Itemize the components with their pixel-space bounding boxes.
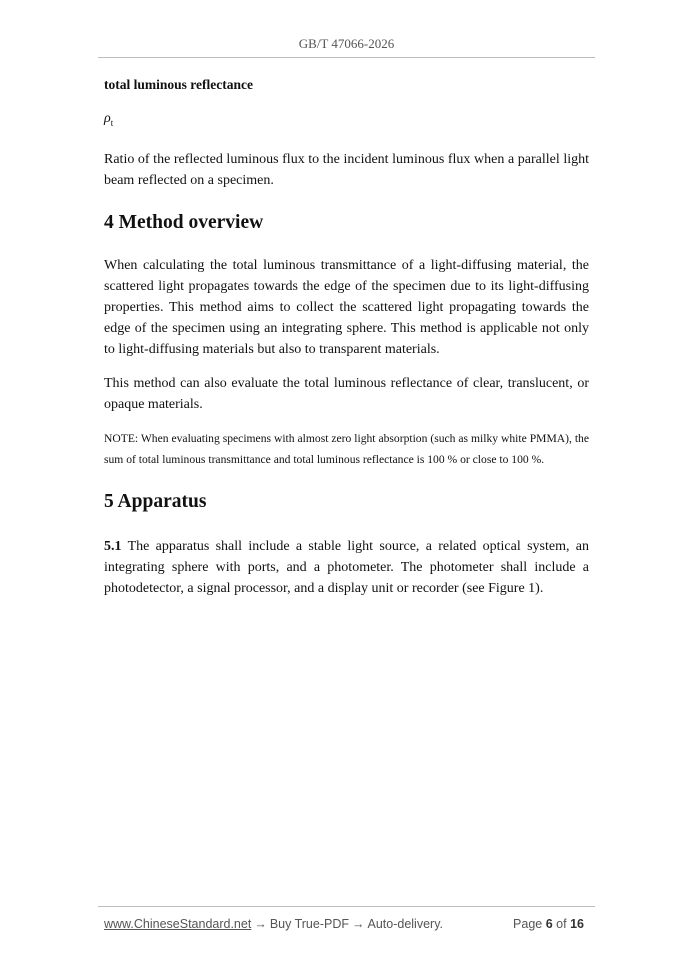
arrow-right-icon: →	[352, 917, 365, 931]
term-symbol-char: ρ	[104, 111, 111, 126]
arrow-right-icon: →	[254, 917, 267, 931]
clause-5-1	[104, 536, 589, 599]
clause-5-1-number: 5.1	[104, 538, 122, 554]
page-of-label: of	[556, 917, 567, 931]
page-indicator	[513, 916, 584, 932]
page-current: 6	[545, 917, 553, 931]
footer-promo	[104, 916, 443, 932]
page-total: 16	[570, 917, 584, 931]
auto-delivery-text: Auto-delivery.	[367, 917, 443, 931]
term-symbol	[104, 110, 589, 132]
section-4-paragraph-2: This method can also evaluate the total luminous reflectance of clear, translucent, or opaque materials.	[104, 375, 589, 412]
page-label: Page	[513, 917, 543, 931]
header-divider	[98, 57, 595, 58]
buy-pdf-text: Buy True-PDF	[269, 917, 349, 931]
footer-divider	[98, 906, 595, 907]
section-4-heading: 4 Method overview	[104, 211, 264, 233]
term-title: total luminous reflectance	[104, 77, 253, 92]
clause-5-1-text: The apparatus shall include a stable light source, a related optical system, an integrating sphere with ports, and a photometer. The photometer shall include a photodetector, a signal processor, and a display unit or recorder (see Figure 1).	[104, 538, 589, 596]
section-5-heading: 5 Apparatus	[104, 490, 207, 512]
page-content	[104, 76, 589, 599]
document-header	[0, 36, 693, 52]
section-4-paragraph-1: When calculating the total luminous transmittance of a light-diffusing material, the scattered light propagates towards the edge of the specimen due to its light-diffusing properties. This method aims to collect the scattered light propagating towards the edge of the specimen using an integrating sphere. This method is applicable not only to light-diffusing materials but also to transparent materials.	[104, 257, 589, 357]
standard-id: GB/T 47066-2026	[298, 36, 395, 51]
website-link[interactable]: www.ChineseStandard.net	[104, 917, 252, 931]
term-definition: Ratio of the reflected luminous flux to the incident luminous flux when a parallel light beam reflected on a specimen.	[104, 151, 589, 188]
term-symbol-subscript: t	[110, 117, 114, 128]
section-4-note: NOTE: When evaluating specimens with almost zero light absorption (such as milky white PMMA), the sum of total luminous transmittance and total luminous reflectance is 100 % or close to 100 %.	[104, 431, 589, 466]
